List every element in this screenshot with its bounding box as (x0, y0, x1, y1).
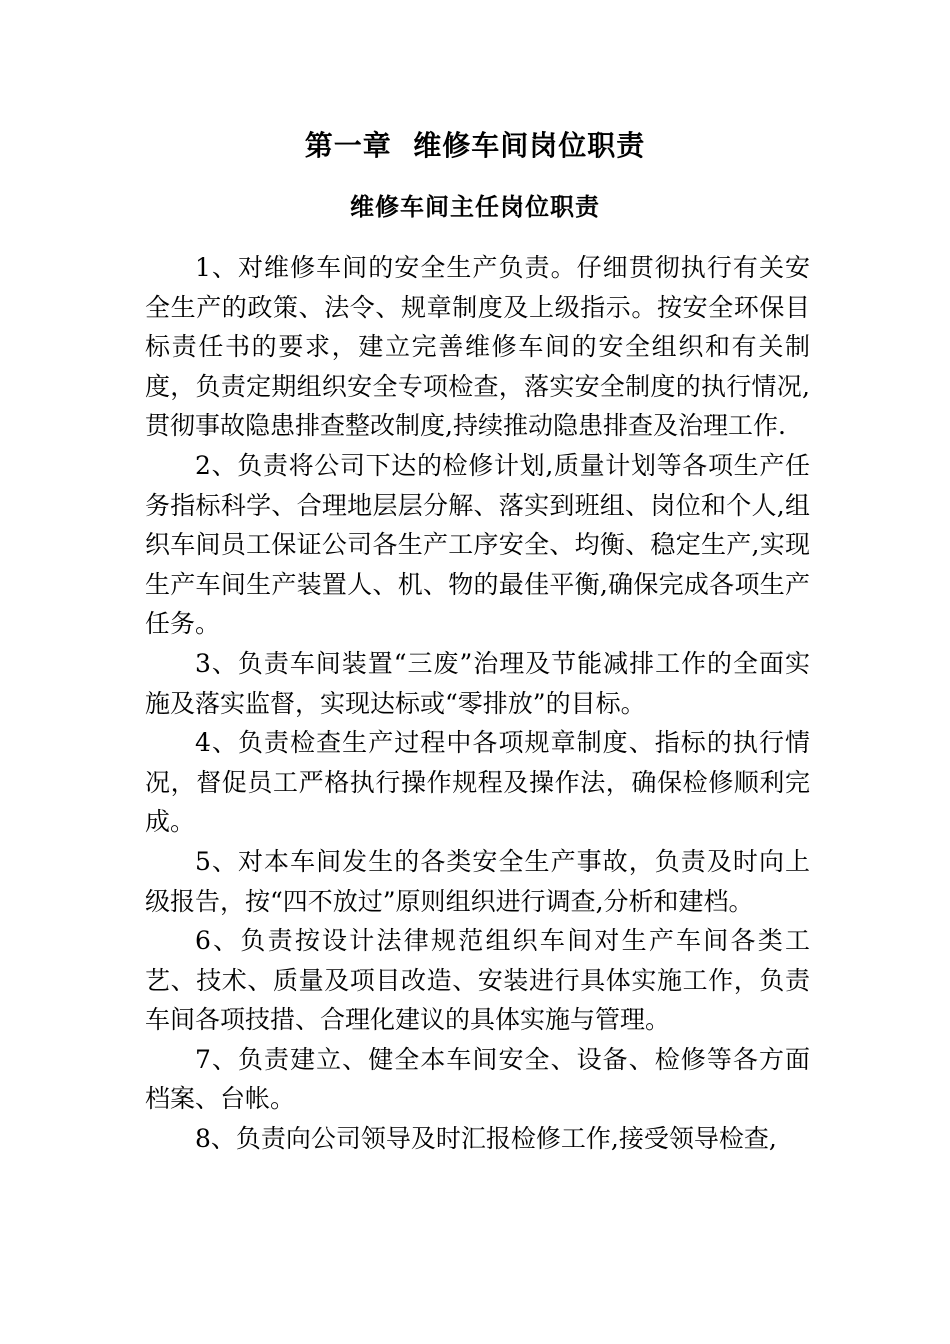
chapter-title: 第一章 维修车间岗位职责 (304, 129, 646, 162)
paragraph-2: 2、负责将公司下达的检修计划,质量计划等各项生产任务指标科学、合理地层层分解、落实到班组、岗位和个人,组织车间员工保证公司各生产工序安全、均衡、稳定生产,实现生产车间生产装置人、机、物的最佳平衡,确保完成各项生产任务。 (145, 450, 810, 639)
paragraph-3: 3、负责车间装置“三废”治理及节能减排工作的全面实施及落实监督，实现达标或“零排放”的目标。 (145, 648, 810, 718)
section-title: 维修车间主任岗位职责 (350, 193, 600, 221)
paragraph-4: 4、负责检查生产过程中各项规章制度、指标的执行情况，督促员工严格执行操作规程及操作法，确保检修顺利完成。 (145, 728, 810, 837)
paragraph-5: 5、对本车间发生的各类安全生产事故，负责及时向上级报告，按“四不放过”原则组织进行调查,分析和建档。 (145, 846, 810, 916)
body-text (145, 248, 810, 1159)
paragraph-8: 8、负责向公司领导及时汇报检修工作,接受领导检查, (195, 1124, 777, 1154)
paragraph-1: 1、对维修车间的安全生产负责。仔细贯彻执行有关安全生产的政策、法令、规章制度及上级指示。按安全环保目标责任书的要求，建立完善维修车间的安全组织和有关制度，负责定期组织安全专项检查，落实安全制度的执行情况,贯彻事故隐患排查整改制度,持续推动隐患排查及治理工作. (145, 253, 810, 441)
paragraph-7: 7、负责建立、健全本车间安全、设备、检修等各方面档案、台帐。 (145, 1044, 810, 1114)
paragraph-6: 6、负责按设计法律规范组织车间对生产车间各类工艺、技术、质量及项目改造、安装进行具体实施工作，负责车间各项技措、合理化建议的具体实施与管理。 (145, 926, 810, 1035)
